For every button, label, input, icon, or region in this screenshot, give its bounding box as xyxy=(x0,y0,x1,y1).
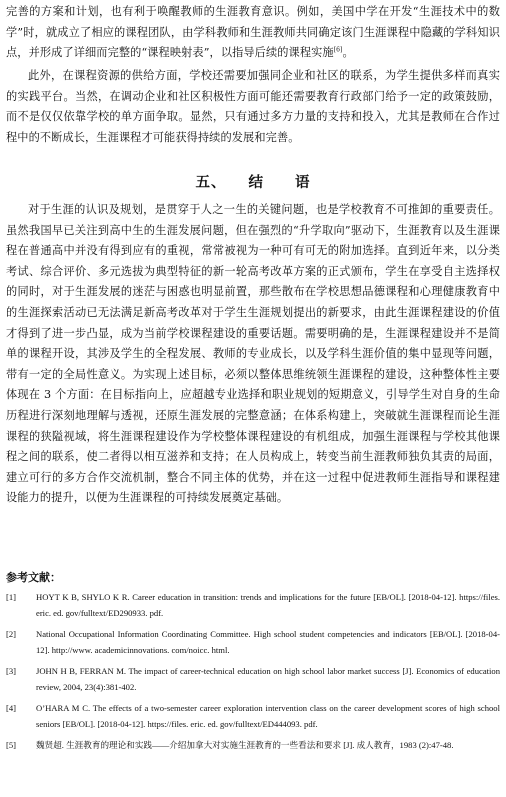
references-title: 参考文献： xyxy=(6,571,61,584)
citation-superscript: [6] xyxy=(333,46,343,54)
section-heading xyxy=(0,171,506,192)
reference-list xyxy=(6,590,500,760)
paragraph-text: 完善的方案和计划，也有利于唤醒教师的生涯教育意识。例如，美国中学在开发“生涯技术中的数学”时，就成立了相应的课程团队，由学科教师和生涯教师共同确定该门生涯课程中隐藏的学科知识点，并形成了详细而完整的“课程映射表”，以指导后续的课程实施 xyxy=(6,5,500,60)
paragraph-resources: 此外，在课程资源的供给方面，学校还需要加强同企业和社区的联系，为学生提供多样而真实的实践平台。当然，在调动企业和社区积极性方面可能还需要教育行政部门给予一定的政策鼓励，而不是仅仅依靠学校的单方面争取。显然，只有通过多方力量的支持和投入，尤其是教师在合作过程中的不断成长，生涯课程才可能获得持续的发展和完善。 xyxy=(6,69,500,144)
reference-item xyxy=(6,590,500,621)
paragraph-end: 。 xyxy=(342,46,354,60)
reference-item xyxy=(6,701,500,732)
reference-number: [1] xyxy=(6,592,17,602)
section-title: 结 语 xyxy=(248,175,311,191)
reference-text: HOYT K B, SHYLO K R. Career education in transition: trends and implications for the future [EB/OL]. [2018-04-12]. https://files. eric. ed. gov/fulltext/ED290933. pdf. xyxy=(36,592,500,618)
reference-item xyxy=(6,627,500,658)
reference-text: 魏贤超. 生涯教育的理论和实践——介绍加拿大对实施生涯教育的一些看法和要求 [J]. 成人教育，1983 (2):47-48. xyxy=(36,740,454,750)
reference-item xyxy=(6,664,500,695)
reference-item xyxy=(6,738,500,754)
reference-text: O’HARA M C. The effects of a two-semester career exploration intervention class on the career development scores of high school seniors [EB/OL]. [2018-04-12]. https://files. eric. ed. gov/fulltext/ED444093. pdf. xyxy=(36,703,500,729)
reference-number: [2] xyxy=(6,629,17,639)
section-number: 五、 xyxy=(195,175,227,191)
reference-number: [5] xyxy=(6,740,17,750)
reference-text: JOHN H B, FERRAN M. The impact of career-technical education on high school labor market success [J]. Economics of education review, 2004, 23(4):381-402. xyxy=(36,666,500,692)
reference-text: National Occupational Information Coordinating Committee. High school student competencies and indicators [EB/OL]. [2018-04-12]. http://www. academicinnovations. com/noicc. html. xyxy=(36,629,500,655)
reference-number: [3] xyxy=(6,666,17,676)
reference-number: [4] xyxy=(6,703,17,713)
paragraph-course-planning xyxy=(6,2,500,64)
paragraph-conclusion: 对于生涯的认识及规划，是贯穿于人之一生的关键问题，也是学校教育不可推卸的重要责任。虽然我国早已关注到高中生的生涯发展问题，但在强烈的“升学取向”驱动下，生涯教育以及生涯课程在普通高中并没有得到应有的重视，常常被视为一种可有可无的附加选择。直到近年来，以分类考试、综合评价、多元选拔为典型特征的新一轮高考改革方案的正式颁布，学生在享受自主选择权的同时，对于生涯发展的迷茫与困惑也明显前置，那些散布在学校思想品德课程和心理健康教育中的生涯探索活动已无法满足新高考改革对于学生生涯规划提出的新要求，由此生涯课程建设的价值才得到了进一步凸显，成为当前学校课程建设的重要话题。需要明确的是，生涯课程建设并不是简单的课程开设，其涉及学生的全程发展、教师的专业成长，以及学科生涯价值的集中显现等问题，带有一定的全局性意义。为实现上述目标，必须以整体思维统领生涯课程的建设，这种整体性主要体现在 3 个方面：在目标指向上，应超越专业选择和职业规划的短期意义，引导学生对自身的生命历程进行深刻地理解与透视，还原生涯发展的完整意涵；在体系构建上，突破就生涯课程而论生涯课程的狭隘视域，将生涯课程建设作为学校整体课程建设的有机组成，加强生涯课程与学校其他课程之间的联系，使二者得以相互滋养和支持；在人员构成上，转变当前生涯教师独负其责的局面，建立可行的多方合作交流机制，整合不同主体的优势，并在这一过程中促进教师生涯指导和课程建设能力的提升，以便为生涯课程的可持续发展奠定基础。 xyxy=(6,203,500,505)
